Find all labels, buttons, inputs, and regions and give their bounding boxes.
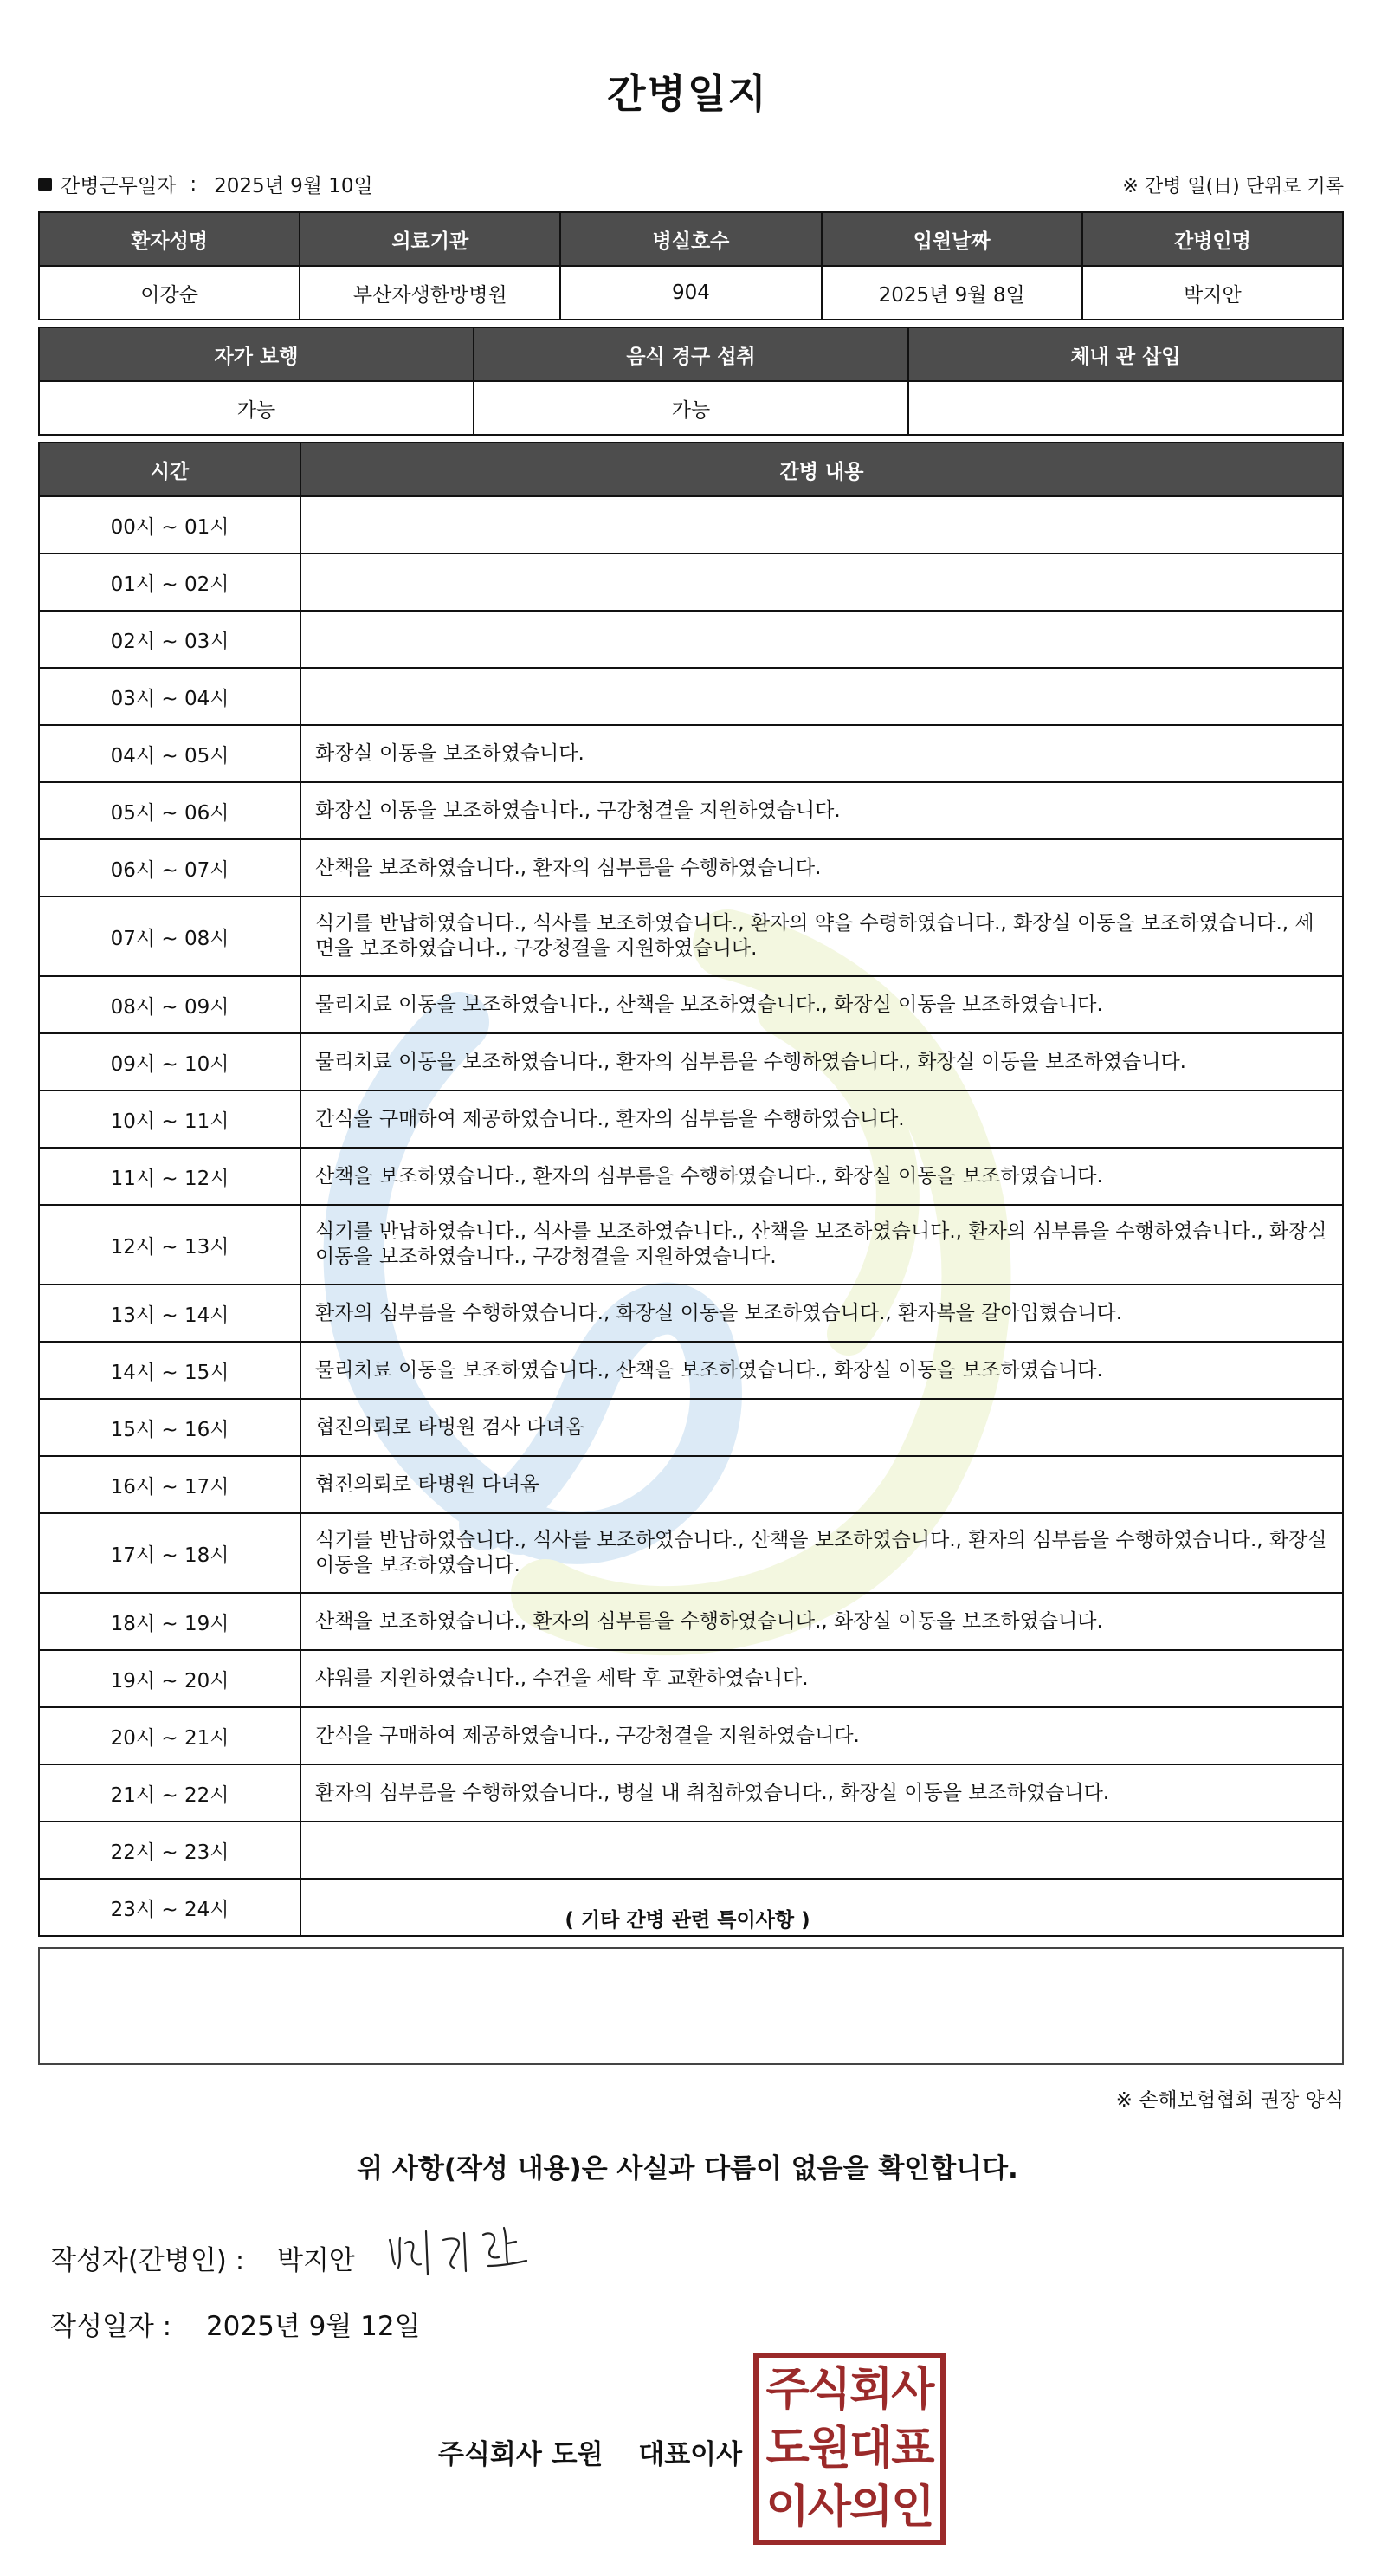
care-log-row bbox=[39, 1650, 1343, 1707]
time-slot: 12시 ~ 13시 bbox=[39, 1205, 300, 1285]
care-log-row bbox=[39, 1513, 1343, 1593]
care-content: 산책을 보조하였습니다., 환자의 심부름을 수행하였습니다., 화장실 이동을 보조하였습니다. bbox=[300, 1148, 1343, 1205]
care-log-row bbox=[39, 1205, 1343, 1285]
unit-note: ※ 간병 일(日) 단위로 기록 bbox=[1122, 176, 1344, 197]
time-slot: 20시 ~ 21시 bbox=[39, 1707, 300, 1764]
company-name: 주식회사 도원 bbox=[438, 2439, 604, 2470]
care-log-row bbox=[39, 1033, 1343, 1091]
header-patient-name: 환자성명 bbox=[39, 212, 300, 266]
patient-name: 이강순 bbox=[39, 266, 300, 320]
patient-status-table bbox=[38, 327, 1344, 436]
care-content bbox=[300, 611, 1343, 668]
header-oral-intake: 음식 경구 섭취 bbox=[474, 327, 908, 381]
time-slot: 14시 ~ 15시 bbox=[39, 1342, 300, 1399]
care-log-row bbox=[39, 1822, 1343, 1879]
time-slot: 00시 ~ 01시 bbox=[39, 496, 300, 553]
time-slot: 05시 ~ 06시 bbox=[39, 782, 300, 839]
write-date-row bbox=[50, 2304, 447, 2343]
header-hospital: 의료기관 bbox=[300, 212, 560, 266]
care-log-row bbox=[39, 668, 1343, 725]
time-slot: 08시 ~ 09시 bbox=[39, 976, 300, 1033]
time-slot: 07시 ~ 08시 bbox=[39, 896, 300, 976]
header-admission-date: 입원날짜 bbox=[822, 212, 1082, 266]
time-slot: 04시 ~ 05시 bbox=[39, 725, 300, 782]
care-log-row bbox=[39, 1593, 1343, 1650]
writer-row bbox=[50, 2238, 379, 2277]
care-content: 간식을 구매하여 제공하였습니다., 환자의 심부름을 수행하였습니다. bbox=[300, 1091, 1343, 1148]
handwritten-signature bbox=[381, 2214, 537, 2283]
care-content: 샤워를 지원하였습니다., 수건을 세탁 후 교환하였습니다. bbox=[300, 1650, 1343, 1707]
write-date-value: 2025년 9월 12일 bbox=[205, 2311, 421, 2342]
patient-status-header-row bbox=[39, 327, 1343, 381]
confirmation-statement: 위 사항(작성 내용)은 사실과 다름이 없음을 확인합니다. bbox=[357, 2153, 1018, 2184]
care-content: 물리치료 이동을 보조하였습니다., 산책을 보조하였습니다., 화장실 이동을 보조하였습니다. bbox=[300, 976, 1343, 1033]
header-care-content: 간병 내용 bbox=[300, 443, 1343, 496]
care-content: 환자의 심부름을 수행하였습니다., 화장실 이동을 보조하였습니다., 환자복을 갈아입혔습니다. bbox=[300, 1285, 1343, 1342]
time-slot: 17시 ~ 18시 bbox=[39, 1513, 300, 1593]
care-content bbox=[300, 668, 1343, 725]
care-log-row bbox=[39, 976, 1343, 1033]
care-log-row bbox=[39, 1091, 1343, 1148]
self-walking-value: 가능 bbox=[39, 381, 474, 435]
page-title: 간병일지 bbox=[607, 70, 768, 117]
care-log-row bbox=[39, 1148, 1343, 1205]
company-row bbox=[438, 2432, 768, 2471]
care-content: 협진의뢰로 타병원 다녀옴 bbox=[300, 1456, 1343, 1513]
care-content: 환자의 심부름을 수행하였습니다., 병실 내 취침하였습니다., 화장실 이동을 보조하였습니다. bbox=[300, 1764, 1343, 1822]
care-log-row bbox=[39, 553, 1343, 611]
care-content: 식기를 반납하였습니다., 식사를 보조하였습니다., 산책을 보조하였습니다., 환자의 심부름을 수행하였습니다., 화장실 이동을 보조하였습니다., 구강청결을 지원하였습니다. bbox=[300, 1205, 1343, 1285]
care-content: 산책을 보조하였습니다., 환자의 심부름을 수행하였습니다., 화장실 이동을 보조하였습니다. bbox=[300, 1593, 1343, 1650]
time-slot: 18시 ~ 19시 bbox=[39, 1593, 300, 1650]
work-date-row bbox=[38, 170, 373, 198]
care-log-row bbox=[39, 1342, 1343, 1399]
patient-status-value-row bbox=[39, 381, 1343, 435]
header-tube-insertion: 체내 관 삽입 bbox=[908, 327, 1343, 381]
care-log-row bbox=[39, 839, 1343, 896]
header-self-walking: 자가 보행 bbox=[39, 327, 474, 381]
patient-info-header-row bbox=[39, 212, 1343, 266]
time-slot: 02시 ~ 03시 bbox=[39, 611, 300, 668]
care-content: 협진의뢰로 타병원 검사 다녀옴 bbox=[300, 1399, 1343, 1456]
work-date-colon: : bbox=[190, 172, 197, 196]
time-slot: 13시 ~ 14시 bbox=[39, 1285, 300, 1342]
time-slot: 15시 ~ 16시 bbox=[39, 1399, 300, 1456]
seal-line: 이사의인 bbox=[765, 2482, 933, 2534]
work-date-value: 2025년 9월 10일 bbox=[214, 175, 373, 197]
care-content: 화장실 이동을 보조하였습니다., 구강청결을 지원하였습니다. bbox=[300, 782, 1343, 839]
time-slot: 09시 ~ 10시 bbox=[39, 1033, 300, 1091]
care-content bbox=[300, 496, 1343, 553]
care-content: 산책을 보조하였습니다., 환자의 심부름을 수행하였습니다. bbox=[300, 839, 1343, 896]
care-log-row bbox=[39, 1707, 1343, 1764]
care-content bbox=[300, 553, 1343, 611]
recommend-note: ※ 손해보험협회 권장 양식 bbox=[1115, 2089, 1344, 2112]
room-number: 904 bbox=[560, 266, 821, 320]
hospital-name: 부산자생한방병원 bbox=[300, 266, 560, 320]
special-notes-box bbox=[38, 1947, 1344, 2065]
time-slot: 21시 ~ 22시 bbox=[39, 1764, 300, 1822]
patient-info-table bbox=[38, 211, 1344, 320]
care-content: 식기를 반납하였습니다., 식사를 보조하였습니다., 산책을 보조하였습니다., 환자의 심부름을 수행하였습니다., 화장실 이동을 보조하였습니다. bbox=[300, 1513, 1343, 1593]
header-caregiver-name: 간병인명 bbox=[1082, 212, 1343, 266]
care-log-row bbox=[39, 1456, 1343, 1513]
care-log-row bbox=[39, 496, 1343, 553]
care-content: 물리치료 이동을 보조하였습니다., 산책을 보조하였습니다., 화장실 이동을 보조하였습니다. bbox=[300, 1342, 1343, 1399]
care-log-row bbox=[39, 1285, 1343, 1342]
care-content: 물리치료 이동을 보조하였습니다., 환자의 심부름을 수행하였습니다., 화장실 이동을 보조하였습니다. bbox=[300, 1033, 1343, 1091]
care-log-row bbox=[39, 896, 1343, 976]
header-time: 시간 bbox=[39, 443, 300, 496]
care-log-header-row bbox=[39, 443, 1343, 496]
special-notes-title: ( 기타 간병 관련 특이사항 ) bbox=[565, 1909, 810, 1932]
time-slot: 22시 ~ 23시 bbox=[39, 1822, 300, 1879]
seal-line: 주식회사 bbox=[765, 2364, 933, 2416]
oral-intake-value: 가능 bbox=[474, 381, 908, 435]
time-slot: 06시 ~ 07시 bbox=[39, 839, 300, 896]
care-log-row bbox=[39, 725, 1343, 782]
care-log-table bbox=[38, 442, 1344, 1937]
care-log-row bbox=[39, 1399, 1343, 1456]
time-slot: 03시 ~ 04시 bbox=[39, 668, 300, 725]
tube-insertion-value bbox=[908, 381, 1343, 435]
care-content: 식기를 반납하였습니다., 식사를 보조하였습니다., 환자의 약을 수령하였습니다., 화장실 이동을 보조하였습니다., 세면을 보조하였습니다., 구강청결을 지원하였습니다. bbox=[300, 896, 1343, 976]
time-slot: 23시 ~ 24시 bbox=[39, 1879, 300, 1936]
care-log-row bbox=[39, 1764, 1343, 1822]
time-slot: 11시 ~ 12시 bbox=[39, 1148, 300, 1205]
writer-name: 박지안 bbox=[277, 2245, 355, 2276]
patient-info-value-row bbox=[39, 266, 1343, 320]
care-log-row bbox=[39, 782, 1343, 839]
write-date-label: 작성일자 : bbox=[50, 2311, 172, 2342]
company-role: 대표이사 bbox=[638, 2439, 743, 2470]
company-seal-stamp bbox=[753, 2353, 946, 2545]
time-slot: 01시 ~ 02시 bbox=[39, 553, 300, 611]
work-date-label: 간병근무일자 bbox=[61, 175, 177, 197]
time-slot: 16시 ~ 17시 bbox=[39, 1456, 300, 1513]
care-content bbox=[300, 1822, 1343, 1879]
care-log-row bbox=[39, 611, 1343, 668]
care-content: 간식을 구매하여 제공하였습니다., 구강청결을 지원하였습니다. bbox=[300, 1707, 1343, 1764]
caregiver-name: 박지안 bbox=[1082, 266, 1343, 320]
bullet-square-icon bbox=[38, 178, 52, 191]
writer-label: 작성자(간병인) : bbox=[50, 2245, 245, 2276]
care-content: 화장실 이동을 보조하였습니다. bbox=[300, 725, 1343, 782]
time-slot: 10시 ~ 11시 bbox=[39, 1091, 300, 1148]
header-room-number: 병실호수 bbox=[560, 212, 821, 266]
time-slot: 19시 ~ 20시 bbox=[39, 1650, 300, 1707]
seal-line: 도원대표 bbox=[765, 2423, 933, 2475]
admission-date: 2025년 9월 8일 bbox=[822, 266, 1082, 320]
